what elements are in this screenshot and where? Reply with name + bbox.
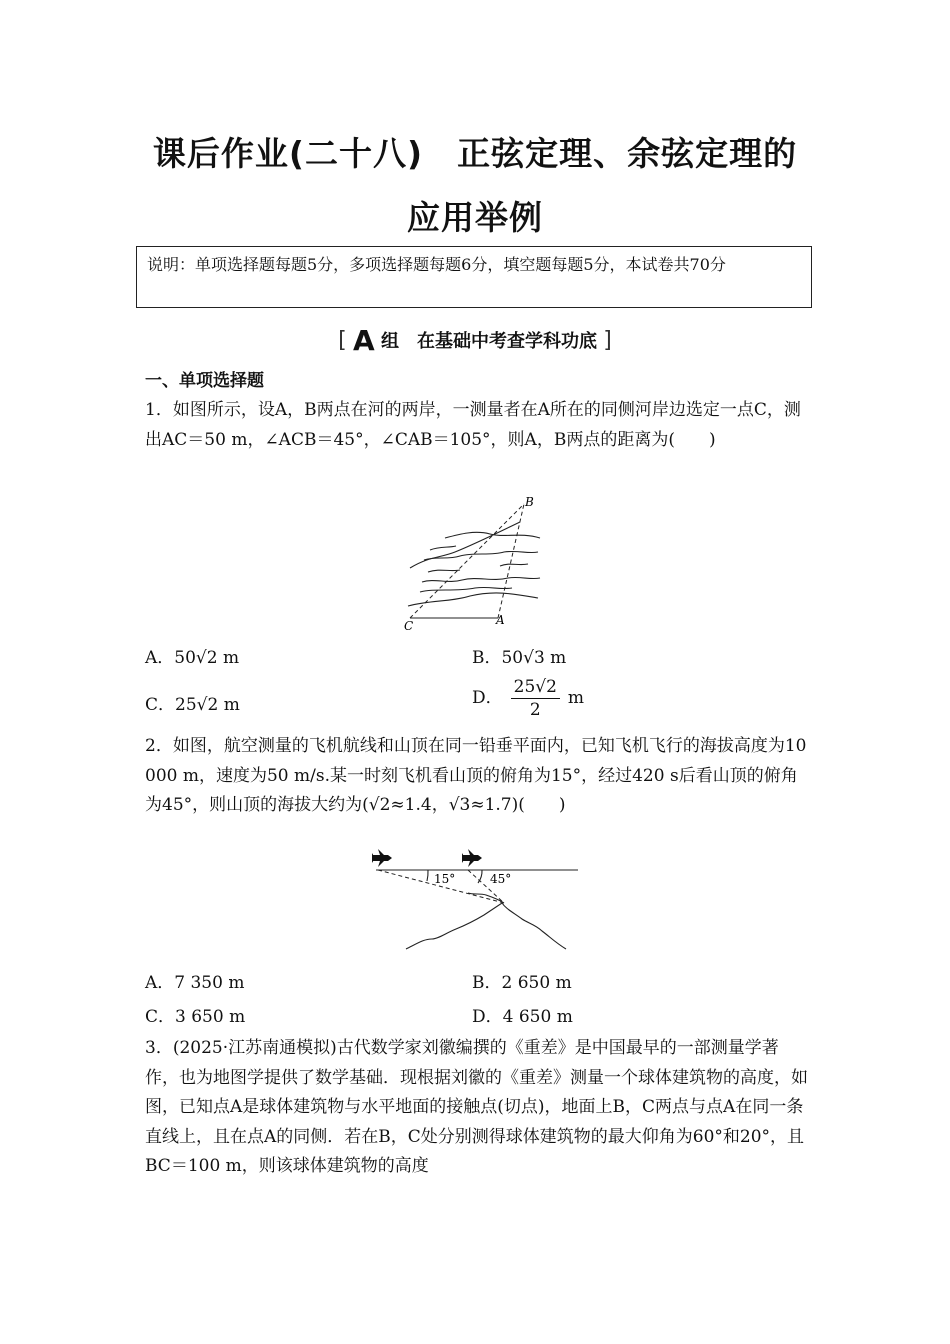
label-A: A xyxy=(496,613,505,627)
q1-option-d-prefix: D． xyxy=(472,688,503,708)
question-1-text: 1．如图所示，设A，B两点在河的两岸，一测量者在A所在的同侧河岸边选定一点C，测出AC＝50 m，∠ACB＝45°，∠CAB＝105°，则A，B两点的距离为( ) xyxy=(145,400,801,450)
group-open-bracket: [ xyxy=(338,328,347,353)
section-title: 一、单项选择题 xyxy=(145,371,264,391)
angle-arc-15 xyxy=(427,870,428,881)
plane-icon xyxy=(372,849,392,867)
q1-option-b[interactable]: B．50√3 m xyxy=(472,648,567,668)
group-letter: A xyxy=(353,324,375,357)
angle-label-45: 45° xyxy=(490,872,512,886)
water-line xyxy=(422,577,540,582)
dashed-line-AB xyxy=(498,504,524,618)
page-title-line2: 应用举例 xyxy=(407,198,543,237)
question-2-text: 2．如图，航空测量的飞机航线和山顶在同一铅垂平面内，已知飞机飞行的海拔高度为10 000 m，速度为50 m/s.某一时刻飞机看山顶的俯角为15°，经过420 s后看山顶的俯角为45°，则山顶的海拔大约为(√2≈1.4，√3≈1.7)( ) xyxy=(145,736,807,815)
question-3-text: 3．(2025·江苏南通模拟)古代数学家刘徽编撰的《重差》是中国最早的一部测量学著作，也为地图学提供了数学基础．现根据刘徽的《重差》测量一个球体建筑物的高度，如图，已知点A是球体建筑物与水平地面的接触点(切点)，地面上B，C两点与点A在同一条直线上，且在点A的同侧．若在B，C处分别测得球体建筑物的最大仰角为60°和20°，且BC＝100 m，则该球体建筑物的高度 xyxy=(145,1038,808,1176)
instructions-box: 说明：单项选择题每题5分，多项选择题每题6分，填空题每题5分，本试卷共70分 xyxy=(136,246,812,308)
river-bank-upper xyxy=(410,522,520,568)
q2-option-c[interactable]: C．3 650 m xyxy=(145,1007,246,1027)
question-2-figure xyxy=(366,843,582,955)
q2-option-a[interactable]: A．7 350 m xyxy=(145,973,245,993)
q1-option-d[interactable] xyxy=(472,676,584,721)
dashed-line-CB xyxy=(410,504,524,618)
angle-label-15: 15° xyxy=(434,872,456,886)
river-bank-lower xyxy=(408,593,538,606)
water-line xyxy=(428,570,460,572)
water-line xyxy=(430,546,456,550)
group-label: 组 在基础中考查学科功底 xyxy=(380,331,597,352)
question-1-figure xyxy=(400,494,550,634)
mountain-outline xyxy=(406,903,566,949)
fraction-denominator: 2 xyxy=(529,700,541,720)
plane-icon xyxy=(462,849,482,867)
group-heading xyxy=(0,324,950,357)
fraction-numerator: 25√2 xyxy=(511,676,560,699)
label-B: B xyxy=(525,495,534,509)
q2-option-d[interactable]: D．4 650 m xyxy=(472,1007,573,1027)
q1-option-a[interactable]: A．50√2 m xyxy=(145,648,240,668)
water-line xyxy=(500,564,528,566)
water-line xyxy=(420,587,512,592)
page-title-line1: 课后作业(二十八) 正弦定理、余弦定理的 xyxy=(152,134,798,173)
label-C: C xyxy=(404,619,414,633)
q1-option-d-unit: m xyxy=(567,688,585,708)
group-close-bracket: ] xyxy=(603,328,612,353)
q1-option-d-fraction xyxy=(511,676,560,721)
q2-option-b[interactable]: B．2 650 m xyxy=(472,973,572,993)
q1-option-c[interactable]: C．25√2 m xyxy=(145,695,240,715)
